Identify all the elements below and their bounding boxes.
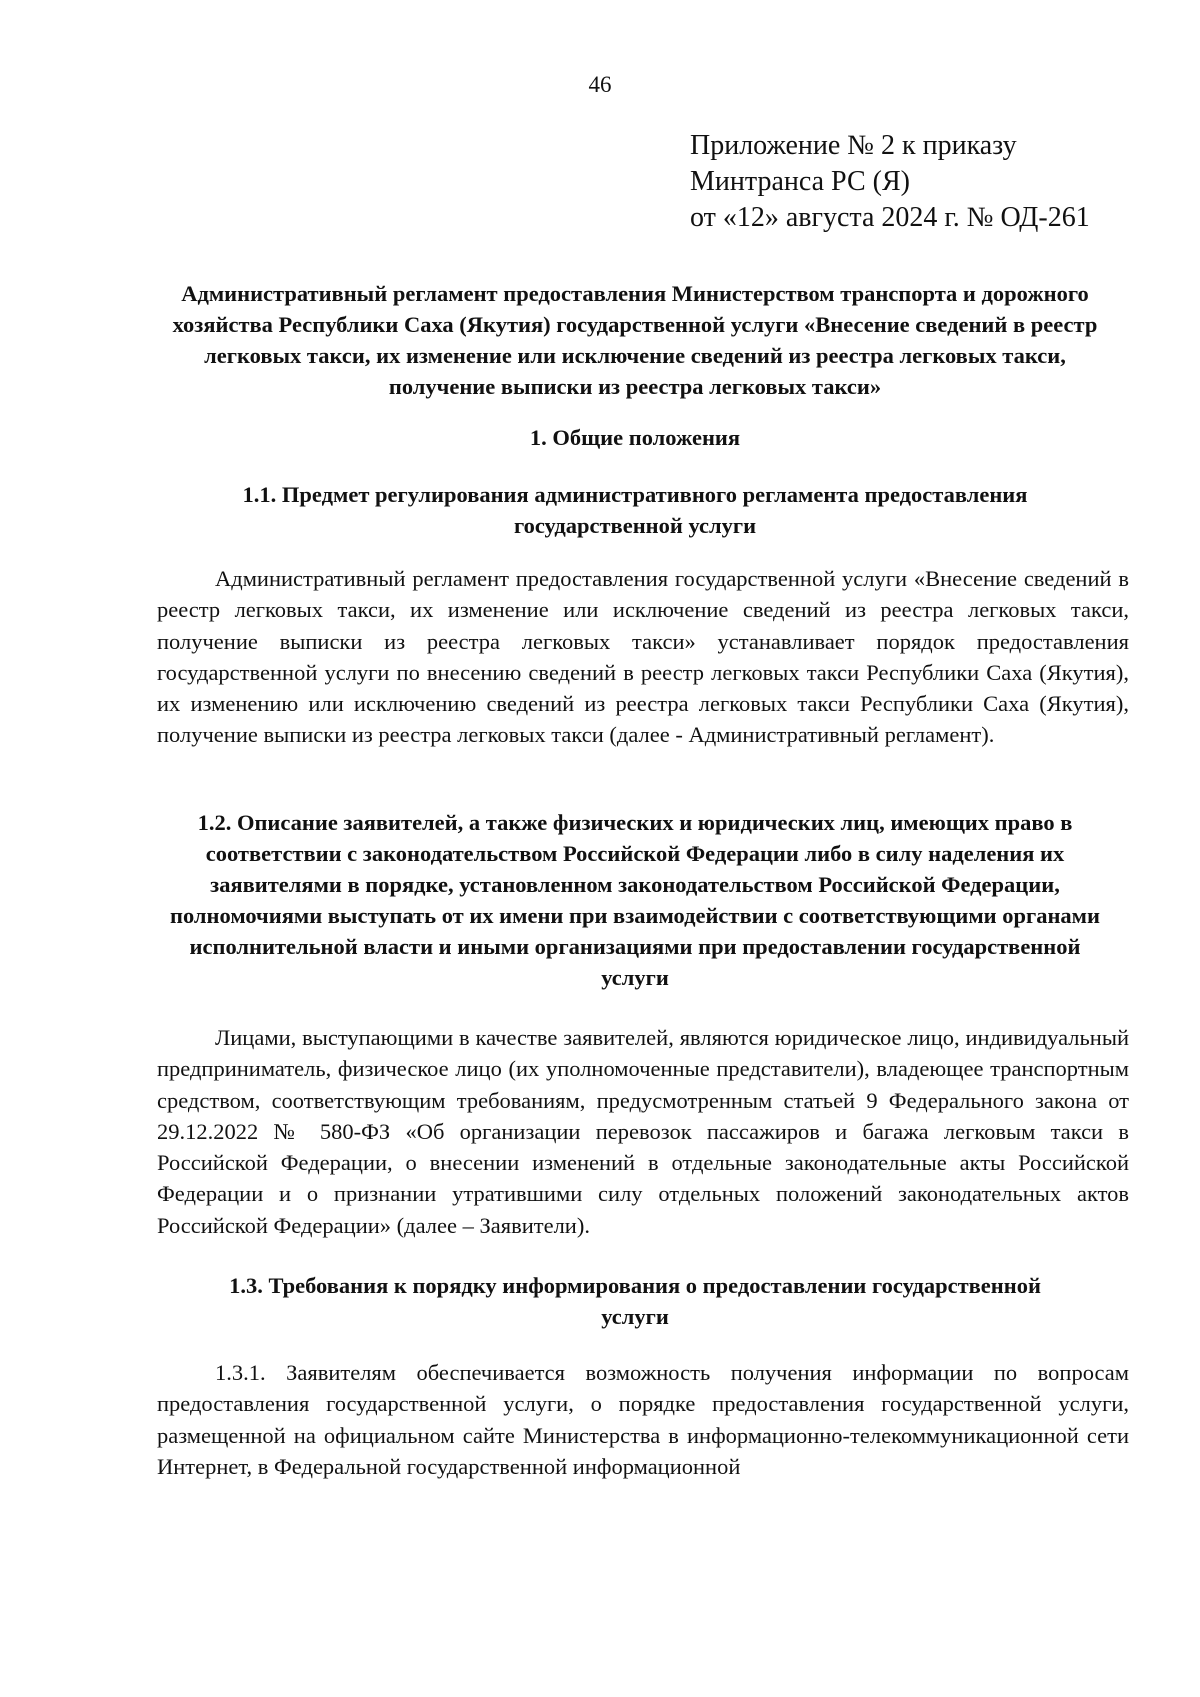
appendix-line-1: Приложение № 2 к приказу (690, 130, 1017, 161)
page-number: 46 (588, 72, 612, 97)
paragraph-1-1: Административный регламент предоставления государственной услуги «Внесение сведений в реестр легковых такси, их изменение или исключение сведений из реестра легковых такси, получение выписки из реестра легковых такси» устанавливает порядок предоставления государственной услуги по внесению сведений в реестр легковых такси Республики Саха (Якутия), их изменению или исключению сведений из реестра легковых такси Республики Саха (Якутия), получение выписки из реестра легковых такси (далее - Административный регламент). (157, 566, 1129, 748)
section-heading-1-2: 1.2. Описание заявителей, а также физических и юридических лиц, имеющих право в соответствии с законодательством Российской Федерации либо в силу наделения их заявителями в порядке, установленном законодательством Российской Федерации, полномочиями выступать от их имени при взаимодействии с соответствующими органами исполнительной власти и иными организациями при предоставлении государственной услуги (170, 810, 1100, 990)
document-title: Административный регламент предоставления Министерством транспорта и дорожного хозяйства Республики Саха (Якутия) государственной услуги «Внесение сведений в реестр легковых такси, их изменение или исключение сведений из реестра легковых такси, получение выписки из реестра легковых такси» (172, 281, 1098, 399)
paragraph-1-2: Лицами, выступающими в качестве заявителей, являются юридическое лицо, индивидуальный предприниматель, физическое лицо (их уполномоченные представители), владеющее транспортным средством, соответствующим требованиям, предусмотренным статьей 9 Федерального закона от 29.12.2022 № 580-ФЗ «Об организации перевозок пассажиров и багажа легковым такси в Российской Федерации, о внесении изменений в отдельные законодательные акты Российской Федерации и о признании утратившими силу отдельных положений законодательных актов Российской Федерации» (далее – Заявители). (157, 1025, 1129, 1238)
appendix-line-3: от «12» августа 2024 г. № ОД-261 (690, 202, 1090, 233)
appendix-line-2: Минтранса РС (Я) (690, 166, 910, 197)
section-heading-1-3: 1.3. Требования к порядку информирования о предоставлении государственной услуги (229, 1273, 1041, 1329)
appendix-block (690, 128, 1170, 236)
section-heading-1-1: 1.1. Предмет регулирования административного регламента предоставления государственной услуги (242, 482, 1028, 538)
section-heading-general: 1. Общие положения (529, 425, 741, 450)
paragraph-1-3-1: 1.3.1. Заявителям обеспечивается возможность получения информации по вопросам предоставления государственной услуги, о порядке предоставления государственной услуги, размещенной на официальном сайте Министерства в информационно-телекоммуникационной сети Интернет, в Федеральной государственной информационной (157, 1360, 1129, 1479)
